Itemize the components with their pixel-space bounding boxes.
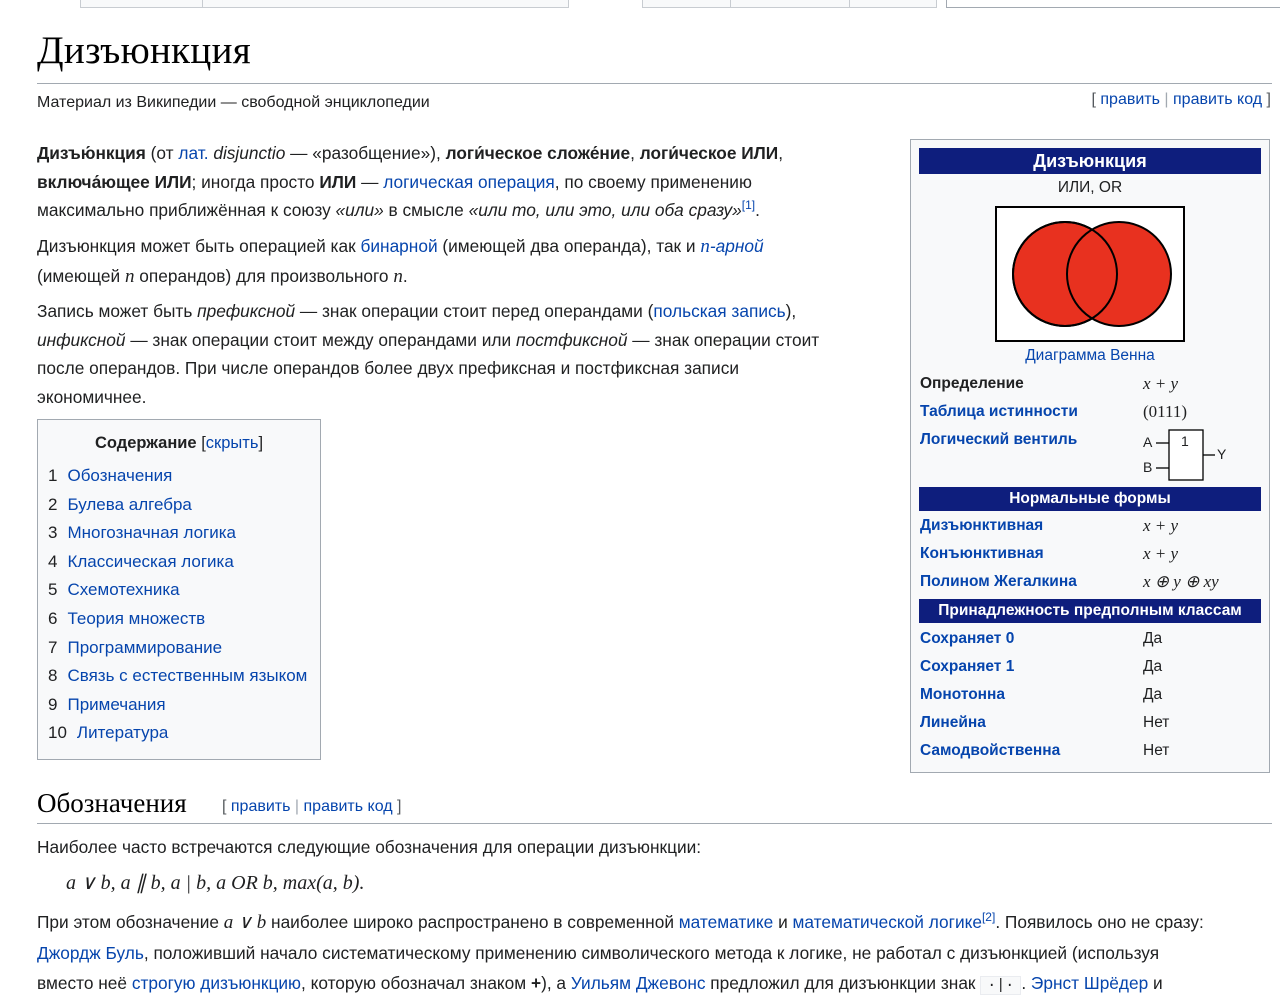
edit-link[interactable]: править (1100, 91, 1160, 108)
section-edit-code-link[interactable]: править код (303, 798, 393, 815)
class-link[interactable]: Самодвойственна (920, 742, 1061, 759)
link-polish-notation[interactable]: польская запись (653, 301, 786, 321)
text: (имеющей (37, 265, 125, 286)
class-link[interactable]: Линейна (920, 714, 986, 731)
text: экономичнее. (37, 386, 147, 407)
link-william-jevons[interactable]: Уильям Джевонс (570, 973, 706, 993)
text: предложил для дизъюнкции знак (705, 973, 981, 993)
infobox-row-class (920, 737, 1265, 765)
text: — «разобщение»), (285, 143, 446, 163)
toc-number: 6 (48, 608, 58, 628)
reference-link-1[interactable]: [1] (741, 198, 756, 213)
bracket-open: [ (222, 798, 231, 815)
row-value: Да (1143, 630, 1163, 647)
math-n: n (124, 265, 135, 287)
section-edit-links (222, 798, 401, 816)
row-value: x ⊕ y ⊕ xy (1143, 572, 1219, 591)
toc-link[interactable]: Примечания (67, 694, 166, 714)
infobox-row-class (920, 653, 1265, 681)
toc-title: Содержание (94, 434, 197, 452)
infobox-subtitle: ИЛИ, OR (1057, 179, 1123, 196)
italic-text: постфиксной (515, 329, 628, 350)
toc-title-row (38, 434, 320, 453)
text: . Появилось оно не сразу: (995, 912, 1204, 932)
plus-sign: + (530, 973, 542, 993)
code-sign: ·|· (980, 976, 1021, 995)
intro-paragraph-1 (37, 139, 877, 225)
tab-history[interactable] (849, 0, 937, 8)
text: — знак операции стоит (627, 329, 820, 350)
toc-item[interactable] (48, 662, 307, 691)
term-bold: ИЛИ (319, 171, 357, 192)
cnf-link[interactable]: Конъюнктивная (920, 545, 1044, 562)
link-george-boole[interactable]: Джордж Буль (37, 943, 144, 963)
text: , положивший начало систематическому применению символического метода к логике, не работал с дизъюнкцией (используя (143, 943, 1160, 963)
toc-item[interactable] (48, 719, 307, 748)
text: Дизъюнкция может быть операцией как (37, 236, 361, 256)
row-value: (0111) (1143, 402, 1188, 421)
row-value: x + y (1143, 374, 1179, 393)
search-box[interactable] (946, 0, 1280, 8)
dnf-link[interactable]: Дизъюнктивная (920, 517, 1044, 534)
infobox (910, 139, 1270, 773)
text: . (1021, 973, 1031, 993)
toc-bracket: [ (196, 434, 206, 452)
section-edit-link[interactable]: править (230, 798, 291, 815)
text: , которую обозначал знаком (300, 973, 531, 993)
tab-discussion[interactable] (202, 0, 569, 8)
gate-input-b: B (1143, 459, 1153, 475)
edit-separator: | (1164, 91, 1169, 108)
infobox-row-truth-table (920, 398, 1265, 426)
intro-paragraph-3 (37, 297, 877, 411)
toc-number: 1 (48, 466, 58, 485)
text: ), а (541, 973, 571, 993)
text: после операндов. При числе операндов более двух префиксная и постфиксная записи (37, 358, 739, 378)
toc-number: 7 (48, 637, 58, 657)
section-paragraph-1: Наиболее часто встречаются следующие обозначения для операции дизъюнкции: (37, 837, 702, 857)
normal-forms-header: Нормальные формы (919, 487, 1261, 511)
link-mathematics[interactable]: математике (678, 912, 774, 932)
toc-link[interactable]: Многозначная логика (67, 523, 236, 543)
gate-symbol: 1 (1181, 433, 1189, 449)
toc-number: 9 (48, 694, 58, 714)
toc-number: 8 (48, 666, 58, 686)
toc-number: 5 (48, 580, 58, 600)
class-link[interactable]: Сохраняет 1 (920, 658, 1015, 675)
toc-bracket: ] (258, 434, 264, 452)
toc-item[interactable] (48, 634, 307, 663)
link-nary[interactable] (700, 236, 763, 256)
term-bold: включа́ющее ИЛИ (37, 171, 192, 192)
row-value: x + y (1143, 544, 1179, 563)
text: (от (145, 143, 179, 163)
toc-link[interactable]: Программирование (67, 637, 223, 657)
toc-item[interactable] (48, 548, 307, 577)
text: Запись может быть (37, 301, 198, 321)
zhegalkin-link[interactable]: Полином Жегалкина (920, 573, 1077, 590)
toc-hide-link[interactable]: скрыть (205, 434, 259, 452)
top-tab-bar (0, 0, 1280, 8)
infobox-row-cnf (920, 540, 1265, 568)
row-value: Нет (1143, 742, 1170, 759)
text: , (630, 143, 640, 163)
toc-number: 3 (48, 523, 58, 543)
infobox-row-zhegalkin (920, 568, 1265, 596)
toc-item[interactable] (48, 491, 307, 520)
text: и (773, 912, 793, 932)
class-link[interactable]: Монотонна (920, 686, 1006, 703)
italic-text: «или то, или это, или оба сразу» (468, 200, 742, 220)
italic-text: «или» (335, 200, 384, 220)
toc-link[interactable]: Классическая логика (67, 551, 234, 571)
text: операндов) для произвольного (134, 265, 394, 286)
infobox-row-definition (920, 370, 1265, 398)
toc-link[interactable]: Булева алгебра (67, 494, 192, 514)
class-link[interactable]: Сохраняет 0 (920, 630, 1015, 647)
gate-input-a: A (1143, 434, 1153, 450)
title-divider (37, 83, 1272, 84)
tagline: Материал из Википедии — свободной энциклопедии (37, 94, 430, 111)
text: , (778, 143, 784, 163)
gate-output-y: Y (1217, 446, 1227, 462)
text: — знак операции стоит между операндами или (125, 329, 516, 350)
math-a-or-b: a ∨ b (223, 912, 267, 933)
tab-edit[interactable] (730, 0, 850, 8)
text: ), (785, 301, 797, 321)
venn-diagram-svg (997, 208, 1183, 340)
term-bold: логи́ческое сложе́ние (445, 143, 631, 163)
text: (имеющей два операнда), так и (437, 236, 701, 256)
toc-list (48, 462, 307, 748)
text: наиболее широко распространено в современной (266, 912, 679, 932)
text: . (402, 265, 408, 286)
row-value: Нет (1143, 714, 1170, 731)
bracket-close: ] (1266, 91, 1271, 108)
term-bold: Дизъю́нкция (37, 143, 146, 163)
toc-number: 4 (48, 551, 58, 571)
row-label: Определение (920, 375, 1024, 392)
infobox-row-class (920, 709, 1265, 737)
link-mathematical-logic[interactable]: математической логике (792, 912, 982, 932)
row-value: Да (1143, 686, 1163, 703)
logic-gate-diagram (1143, 429, 1233, 485)
text: При этом обозначение (37, 912, 224, 932)
infobox-title: Дизъюнкция (919, 148, 1261, 174)
infobox-row-dnf (920, 512, 1265, 540)
tab-article[interactable] (80, 0, 203, 8)
math-n: n (393, 265, 403, 287)
page-title: Дизъюнкция (37, 29, 252, 72)
classes-header: Принадлежность предполным классам (919, 599, 1261, 623)
toc-link[interactable]: Теория множеств (67, 608, 206, 628)
tab-read[interactable] (642, 0, 731, 8)
edit-code-link[interactable]: править код (1173, 91, 1263, 108)
text: — знак операции стоит перед операндами ( (295, 301, 654, 321)
math-n: n (700, 236, 710, 257)
text: максимально приближённая к союзу (37, 200, 336, 220)
truth-table-link[interactable]: Таблица истинности (920, 403, 1078, 420)
text: . (755, 200, 760, 220)
venn-circle-b (1067, 222, 1171, 326)
link-latin[interactable]: лат. (178, 143, 209, 163)
infobox-row-class (920, 625, 1265, 653)
row-value: x + y (1143, 516, 1179, 535)
link-logical-operation[interactable]: логическая операция (383, 171, 555, 192)
table-of-contents (37, 419, 321, 760)
text: , по своему применению (554, 171, 752, 192)
text: вместо неё (37, 973, 132, 993)
row-value: Да (1143, 658, 1163, 675)
toc-link[interactable]: Обозначения (67, 466, 173, 485)
toc-item[interactable] (48, 605, 307, 634)
term-bold: логи́ческое ИЛИ (639, 143, 779, 163)
bracket-close: ] (392, 798, 402, 815)
toc-item[interactable] (48, 519, 307, 548)
toc-link[interactable]: Литература (76, 723, 169, 743)
link-strict-disjunction[interactable]: строгую дизъюнкцию (131, 973, 301, 993)
link-binary[interactable]: бинарной (360, 236, 438, 256)
edit-separator: | (290, 798, 304, 815)
section-paragraph-2 (37, 907, 1277, 1001)
text: в смысле (383, 200, 469, 220)
text: — (356, 171, 384, 192)
link-ernst-schroder[interactable]: Эрнст Шрёдер (1030, 973, 1149, 993)
latin-word: disjunctio (213, 143, 286, 163)
venn-diagram[interactable] (995, 206, 1185, 342)
toc-item[interactable] (48, 691, 307, 720)
italic-text: префиксной (197, 301, 296, 321)
toc-link[interactable]: Связь с естественным языком (67, 666, 308, 686)
bracket-open: [ (1091, 91, 1096, 108)
toc-item[interactable] (48, 462, 307, 491)
logic-gate-link[interactable]: Логический вентиль (920, 431, 1078, 448)
section-divider (37, 823, 1272, 824)
text: ; иногда просто (191, 171, 320, 192)
link-nary-label: -арной (709, 236, 764, 256)
section-heading: Обозначения (37, 788, 187, 818)
toc-number: 10 (48, 723, 67, 743)
italic-text: инфиксной (37, 329, 126, 350)
toc-item[interactable] (48, 576, 307, 605)
infobox-row-class (920, 681, 1265, 709)
toc-number: 2 (48, 494, 58, 514)
text: и (1148, 973, 1163, 993)
toc-link[interactable]: Схемотехника (67, 580, 180, 600)
page-edit-links (1091, 91, 1271, 109)
intro-paragraph-2 (37, 232, 877, 291)
venn-caption-link[interactable]: Диаграмма Венна (1025, 347, 1155, 364)
notation-formula: a ∨ b, a ∥ b, a | b, a OR b, max(a, b). (66, 872, 365, 894)
reference-link-2[interactable]: [2] (981, 910, 996, 925)
